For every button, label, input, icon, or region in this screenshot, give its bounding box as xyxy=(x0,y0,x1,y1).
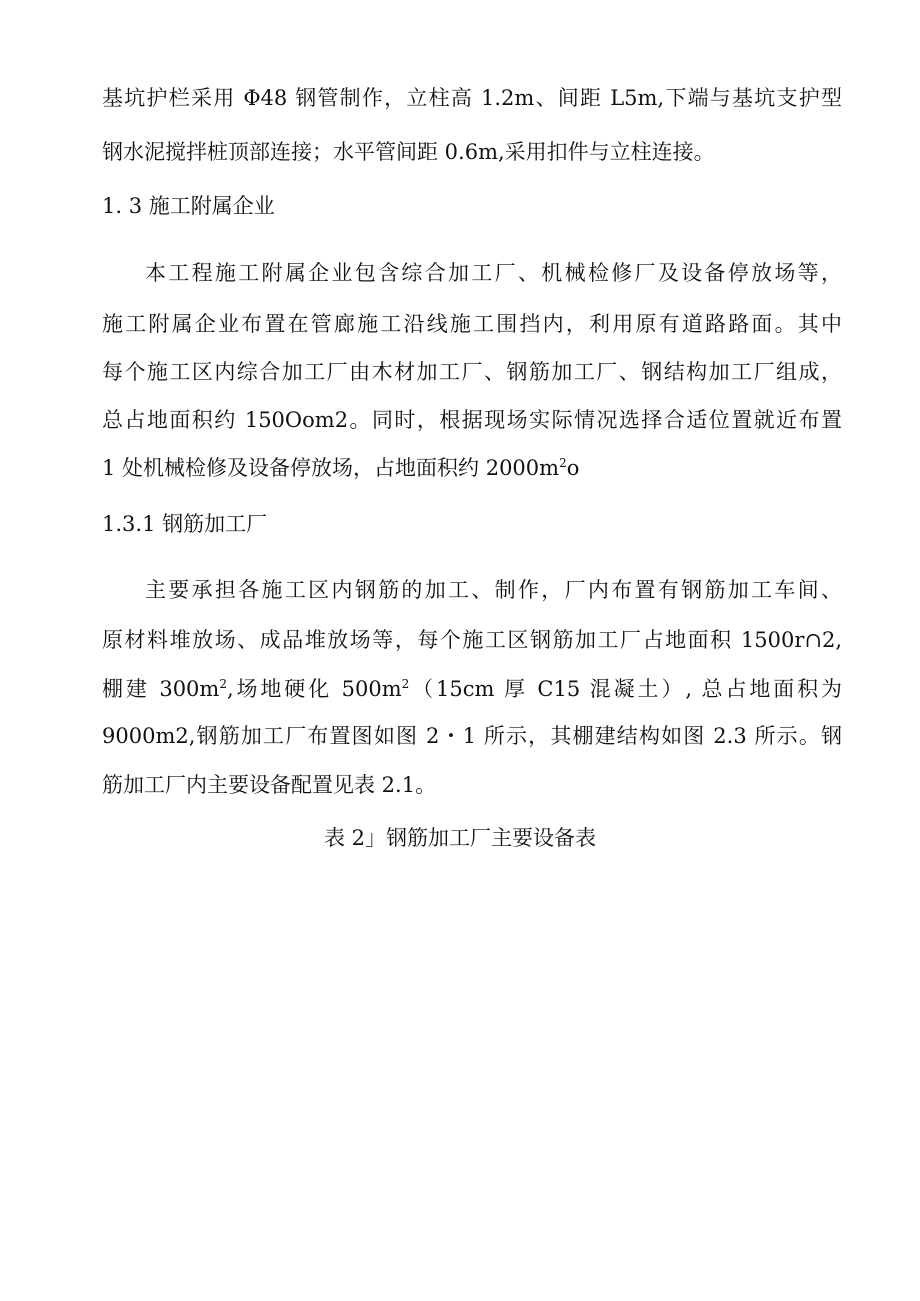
paragraph-2-line-2: 施工附属企业布置在管廊施工沿线施工围挡内，利用原有道路路面。其中 xyxy=(102,312,842,336)
paragraph-2-line-5-text: 1 处机械检修及设备停放场，占地面积约 2000m xyxy=(102,456,560,480)
paragraph-2-line-1: 本工程施工附属企业包含综合加工厂、机械检修厂及设备停放场等， xyxy=(145,261,842,285)
paragraph-2-line-4: 总占地面积约 150Oom2。同时，根据现场实际情况选择合适位置就近布置 xyxy=(102,408,842,432)
superscript: 2 xyxy=(559,456,567,470)
paragraph-1-line-2: 钢水泥搅拌桩顶部连接；水平管间距 0.6m,采用扣件与立柱连接。 xyxy=(102,140,715,164)
table-caption: 表 2」钢筋加工厂主要设备表 xyxy=(323,826,597,850)
paragraph-3-line-5: 筋加工厂内主要设备配置见表 2.1。 xyxy=(102,773,437,797)
superscript: 2 xyxy=(401,677,410,691)
paragraph-3-line-2: 原材料堆放场、成品堆放场等，每个施工区钢筋加工厂占地面积 1500r∩2, xyxy=(102,628,842,652)
paragraph-3-line-3-part-2: ,场地硬化 500m xyxy=(226,677,402,701)
paragraph-3-line-3-part-3: （15cm 厚 C15 混凝土）, 总占地面积为 xyxy=(409,677,842,701)
paragraph-1-line-1: 基坑护栏采用 Φ48 钢管制作，立柱高 1.2m、间距 L5m,下端与基坑支护型 xyxy=(102,86,842,110)
paragraph-3-line-3 xyxy=(102,675,842,703)
paragraph-3-line-3-part-1: 棚建 300m xyxy=(102,677,220,701)
paragraph-3-line-4: 9000m2,钢筋加工厂布置图如图 2・1 所示，其棚建结构如图 2.3 所示。钢 xyxy=(102,724,842,748)
paragraph-2-line-3: 每个施工区内综合加工厂由木材加工厂、钢筋加工厂、钢结构加工厂组成， xyxy=(102,360,842,384)
section-heading-1-3-1: 1.3.1 钢筋加工厂 xyxy=(102,512,268,536)
paragraph-3-line-1: 主要承担各施工区内钢筋的加工、制作，厂内布置有钢筋加工车间、 xyxy=(145,578,842,602)
paragraph-2-line-5-tail: o xyxy=(566,456,580,480)
superscript: 2 xyxy=(219,677,227,691)
section-heading-1-3: 1. 3 施工附属企业 xyxy=(102,194,275,218)
paragraph-2-line-5 xyxy=(102,454,842,482)
